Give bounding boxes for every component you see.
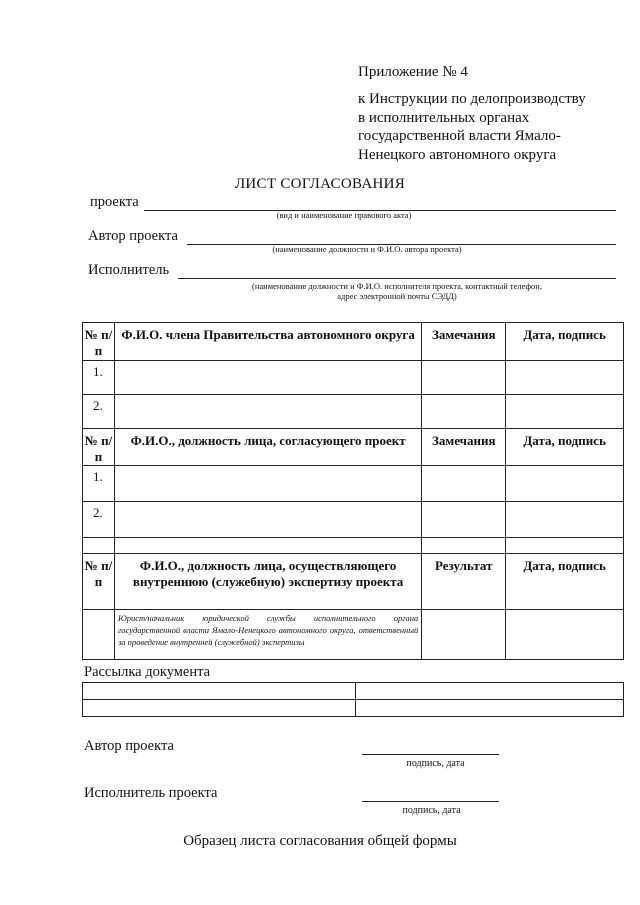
name-cell[interactable]	[114, 361, 421, 395]
date-cell[interactable]	[506, 610, 624, 660]
remarks-cell[interactable]	[422, 502, 506, 538]
mailing-cell[interactable]	[83, 700, 356, 717]
header-remarks: Замечания	[422, 429, 506, 466]
appendix-number: Приложение № 4	[358, 64, 468, 80]
document-title: ЛИСТ СОГЛАСОВАНИЯ	[234, 176, 406, 192]
table-row	[83, 700, 624, 717]
executor-hint-line: адрес электронной почты СЭДД)	[337, 291, 457, 301]
header-remarks: Замечания	[422, 323, 506, 361]
table-row	[83, 683, 624, 700]
name-cell[interactable]	[114, 466, 421, 502]
table-row	[83, 466, 624, 502]
mailing-table	[82, 682, 624, 717]
table-row	[83, 610, 624, 660]
header-num: № п/п	[83, 554, 115, 610]
mailing-cell[interactable]	[356, 683, 624, 700]
spacer-cell	[83, 538, 115, 554]
instruction-line: государственной власти Ямало-	[358, 128, 561, 144]
spacer-row	[83, 538, 624, 554]
executor-field-line[interactable]	[178, 278, 616, 279]
instruction-line: к Инструкции по делопроизводству	[358, 91, 586, 107]
spacer-cell	[422, 538, 506, 554]
form-caption: Образец листа согласования общей формы	[183, 833, 457, 849]
row-number: 1.	[83, 361, 115, 395]
author-signature-line[interactable]	[362, 754, 499, 755]
date-cell[interactable]	[506, 361, 624, 395]
mailing-label: Рассылка документа	[84, 664, 211, 680]
author-label: Автор проекта	[88, 228, 178, 244]
mailing-cell[interactable]	[356, 700, 624, 717]
remarks-cell[interactable]	[422, 395, 506, 429]
author-hint: (наименование должности и Ф.И.О. автора проекта)	[272, 244, 462, 254]
header-expert-name: Ф.И.О., должность лица, осуществляющего внутреннюю (служебную) экспертизу проекта	[114, 554, 421, 610]
row-number: 2.	[83, 395, 115, 429]
row-number	[83, 610, 115, 660]
executor-hint-line: (наименование должности и Ф.И.О. исполнителя проекта, контактный телефон,	[252, 281, 542, 291]
table-row	[83, 361, 624, 395]
remarks-cell[interactable]	[422, 361, 506, 395]
table-row	[83, 502, 624, 538]
executor-signature-line[interactable]	[362, 801, 499, 802]
executor-signature-label: Исполнитель проекта	[84, 785, 218, 801]
header-num: № п/п	[83, 323, 115, 361]
instruction-line: Ненецкого автономного округа	[358, 146, 557, 163]
header-date-signature: Дата, подпись	[506, 429, 624, 466]
date-cell[interactable]	[506, 395, 624, 429]
header-num: № п/п	[83, 429, 115, 466]
name-cell[interactable]	[114, 502, 421, 538]
approval-table	[82, 322, 624, 660]
header-approver-name: Ф.И.О., должность лица, согласующего проект	[114, 429, 421, 466]
mailing-cell[interactable]	[83, 683, 356, 700]
date-cell[interactable]	[506, 466, 624, 502]
name-cell[interactable]	[114, 395, 421, 429]
project-hint: (вид и наименование правового акта)	[276, 210, 412, 220]
instruction-line: в исполнительных органах	[358, 109, 530, 126]
result-cell[interactable]	[422, 610, 506, 660]
executor-hint	[178, 281, 616, 301]
project-label: проекта	[90, 194, 139, 210]
table-header-row	[83, 554, 624, 610]
table-header-row	[83, 429, 624, 466]
instruction-reference	[358, 90, 598, 164]
date-cell[interactable]	[506, 502, 624, 538]
spacer-cell	[114, 538, 421, 554]
author-signature-hint: подпись, дата	[406, 758, 465, 769]
row-number: 2.	[83, 502, 115, 538]
table-header-row	[83, 323, 624, 361]
executor-signature-hint: подпись, дата	[402, 805, 461, 816]
header-member-name: Ф.И.О. члена Правительства автономного округа	[114, 323, 421, 361]
author-signature-label: Автор проекта	[84, 738, 174, 754]
header-date-signature: Дата, подпись	[506, 323, 624, 361]
header-result: Результат	[422, 554, 506, 610]
lawyer-description: Юрист/начальник юридической службы исполнительного органа государственной власти Ямало-Ненецкого автономного округа, ответственный за проведение внутренней (служебной) экспертизы	[114, 610, 421, 660]
header-date-signature: Дата, подпись	[506, 554, 624, 610]
row-number: 1.	[83, 466, 115, 502]
remarks-cell[interactable]	[422, 466, 506, 502]
table-row	[83, 395, 624, 429]
executor-label: Исполнитель	[88, 262, 170, 278]
spacer-cell	[506, 538, 624, 554]
